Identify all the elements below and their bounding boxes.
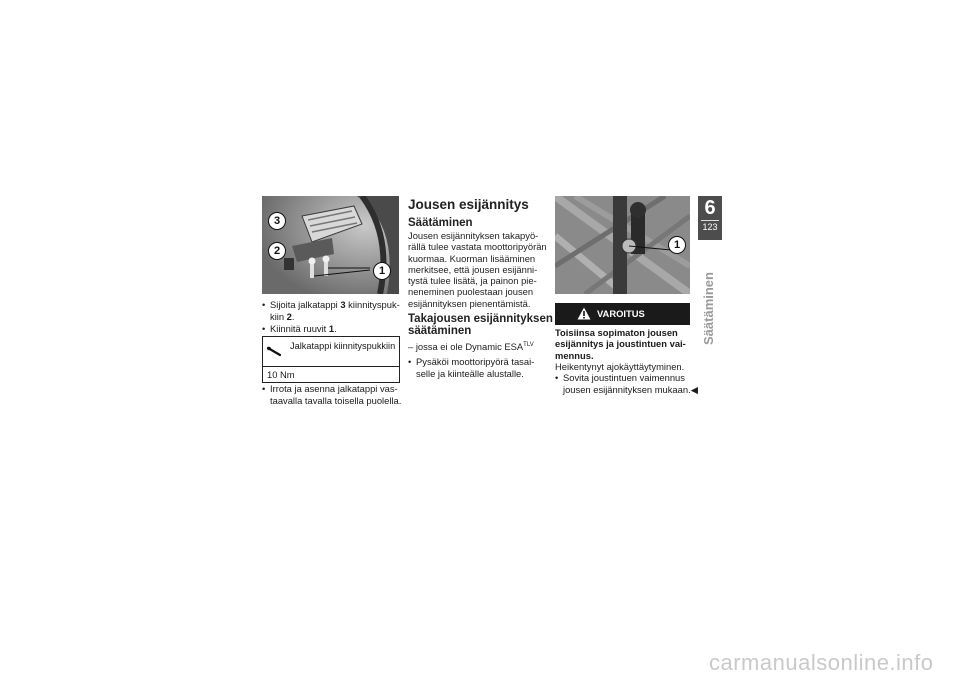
text: . <box>334 323 337 334</box>
warning-label: VAROITUS <box>597 308 645 319</box>
callout-1: 1 <box>373 262 391 280</box>
chapter-title: Säätäminen <box>701 272 716 345</box>
chapter-number: 6 <box>704 197 716 219</box>
paragraph <box>408 230 548 309</box>
torque-row <box>263 337 399 367</box>
paragraph-line: esijännityksen pienentämistä. <box>408 297 531 309</box>
paragraph-line: tystä tulee lisätä, ja painon pie- <box>408 275 537 287</box>
list-item <box>262 299 402 322</box>
paragraph-line: kuormaa. Kuorman lisääminen <box>408 252 536 264</box>
paragraph-line: Jousen esijännityksen takapyö- <box>408 230 539 241</box>
text: selle ja kiinteälle alustalle. <box>416 367 524 379</box>
watermark: carmanualsonline.info <box>709 650 934 675</box>
callout-2: 2 <box>268 242 286 260</box>
warning-banner <box>555 303 690 325</box>
text: taavalla tavalla toisella puolella. <box>270 394 402 406</box>
text: Irrota ja asenna jalkatappi vas- <box>270 383 398 394</box>
title-line: esijännitys ja joustintuen vai- <box>555 338 686 350</box>
text: . <box>291 310 295 322</box>
callout-3: 3 <box>268 212 286 230</box>
list-item <box>408 356 553 379</box>
warning-effect: Heikentynyt ajokäyttäytyminen. <box>555 361 685 372</box>
ref-number: 2 <box>286 310 292 322</box>
text: kiin <box>270 310 287 322</box>
title-line: mennus. <box>555 349 594 361</box>
page-number: 123 <box>702 222 718 232</box>
warning-title <box>555 327 686 361</box>
subsection-title <box>408 313 558 337</box>
text: Sovita joustintuen vaimennus <box>563 372 685 383</box>
text: kiinnityspuk- <box>345 299 400 310</box>
title-line: Toisiinsa sopimaton jousen <box>555 327 678 338</box>
title-line: Takajousen esijännityksen <box>408 313 553 325</box>
section-title: Jousen esijännitys <box>408 197 529 212</box>
paragraph-line: neneminen puolestaan jousen <box>408 286 534 298</box>
bullet-dot: • <box>262 383 266 394</box>
subsection-title: Säätäminen <box>408 217 473 229</box>
ref-number: 1 <box>328 323 335 334</box>
paragraph-line: rällä tulee vastata moottoripyörän <box>408 241 547 253</box>
torque-value: 10 Nm <box>267 369 295 380</box>
bullet-dot: • <box>262 323 266 334</box>
list-item <box>262 323 402 335</box>
condition-text: – jossa ei ole Dynamic ESA <box>408 341 524 353</box>
chapter-tab <box>698 196 722 240</box>
text: Sijoita jalkatappi <box>270 299 341 310</box>
callout-1: 1 <box>668 236 686 254</box>
list-item <box>555 372 705 395</box>
end-mark-icon: ◀ <box>690 383 698 395</box>
text: Pysäköi moottoripyörä tasai- <box>416 356 535 367</box>
torque-wrench-icon <box>267 346 283 358</box>
paragraph-line: merkitsee, että jousen esijänni- <box>408 263 538 275</box>
text: Kiinnitä ruuvit <box>270 323 329 334</box>
text: jousen esijännityksen mukaan. <box>563 383 691 395</box>
ref-number: 3 <box>340 299 346 310</box>
title-line: säätäminen <box>408 325 472 337</box>
condition-note <box>408 340 534 352</box>
condition-sup: TLV <box>523 342 534 348</box>
torque-table <box>262 336 400 383</box>
torque-label: Jalkatappi kiinnityspukkiin <box>290 341 396 351</box>
bullet-dot: • <box>555 372 559 383</box>
bullet-dot: • <box>262 299 266 310</box>
bullet-dot: • <box>408 356 412 367</box>
list-item <box>262 383 407 406</box>
warning-triangle-icon <box>577 307 591 320</box>
